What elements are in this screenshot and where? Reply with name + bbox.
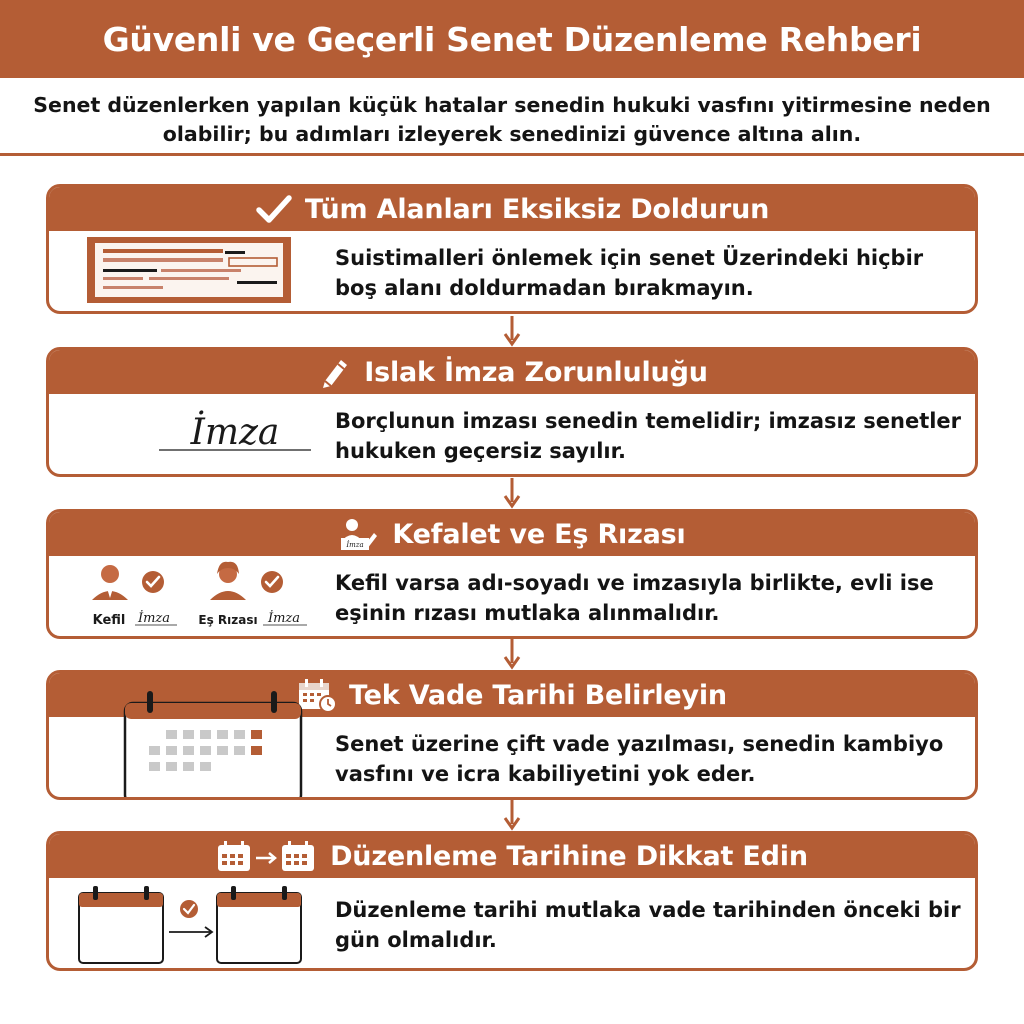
step-card-issue-date [46,831,978,971]
step-title: Kefalet ve Eş Rızası [392,518,686,550]
guarantor-signature: İmza [137,611,171,626]
step-text: Senet üzerine çift vade yazılması, senedin kambiyo vasfını ve icra kabiliyetini yok eder. [335,731,944,786]
step-card-guarantor-spouse-consent [46,509,978,639]
step-text-wrap [335,717,965,800]
step-card-single-due-date [46,670,978,800]
step-text: Suistimalleri önlemek için senet Üzerindeki hiçbir boş alanı doldurmadan bırakmayın. [335,245,924,300]
arrow-down-icon [503,316,521,348]
check-icon [255,193,293,225]
step-text: Borçlunun imzası senedin temelidir; imzasız senetler hukuken geçersiz sayılır. [335,408,962,463]
step-text-wrap [335,394,965,477]
arrow-down-icon [503,478,521,510]
check-circle-icon [180,900,198,918]
page-title: Güvenli ve Geçerli Senet Düzenleme Rehberi [102,19,922,59]
signature-illustration [49,394,329,477]
arrow-down-icon [503,800,521,832]
step-header [49,512,975,556]
pen-icon [316,354,352,390]
step-body [49,878,975,971]
signature-text: İmza [190,412,280,453]
step-title: Islak İmza Zorunluluğu [364,356,708,388]
step-header [49,350,975,394]
step-body [49,556,975,639]
step-card-wet-signature [46,347,978,477]
step-text-wrap [335,556,965,639]
calendar-arrow-calendar-icon [216,839,318,873]
guarantor-spouse-illustration [49,556,349,639]
calendar-illustration [49,683,329,766]
page-header [0,0,1024,78]
step-card-fill-all-fields [46,184,978,314]
step-header [49,187,975,231]
step-text-wrap [335,878,965,971]
step-title: Tüm Alanları Eksiksiz Doldurun [304,193,770,225]
promissory-note-illustration [49,231,309,314]
step-body [49,394,975,477]
icon-signature-text: İmza [346,541,365,549]
arrow-down-icon [503,639,521,671]
step-text-wrap [335,231,965,314]
guarantor-label: Kefil [92,613,126,628]
user-signature-icon [338,516,380,552]
spouse-label: Eş Rızası [198,613,258,627]
step-body [49,717,975,800]
guarantor-icon [92,565,128,600]
step-text: Düzenleme tarihi mutlaka vade tarihinden önceki bir gün olmalıdır. [335,897,961,952]
step-header [49,834,975,878]
step-body [49,231,975,314]
spouse-icon [210,562,246,600]
issue-before-due-illustration [49,878,329,971]
intro-text: Senet düzenlerken yapılan küçük hatalar senedin hukuki vasfını yitirmesine neden olabilir; bu adımları izleyerek senedinizi güvence altına alın. [33,92,991,146]
intro-section [0,86,1024,156]
step-title: Düzenleme Tarihine Dikkat Edin [330,840,808,872]
spouse-signature: İmza [267,611,301,626]
step-title: Tek Vade Tarihi Belirleyin [349,679,727,711]
step-text: Kefil varsa adı-soyadı ve imzasıyla birlikte, evli ise eşinin rızası mutlaka alınmalıdır. [335,570,934,625]
